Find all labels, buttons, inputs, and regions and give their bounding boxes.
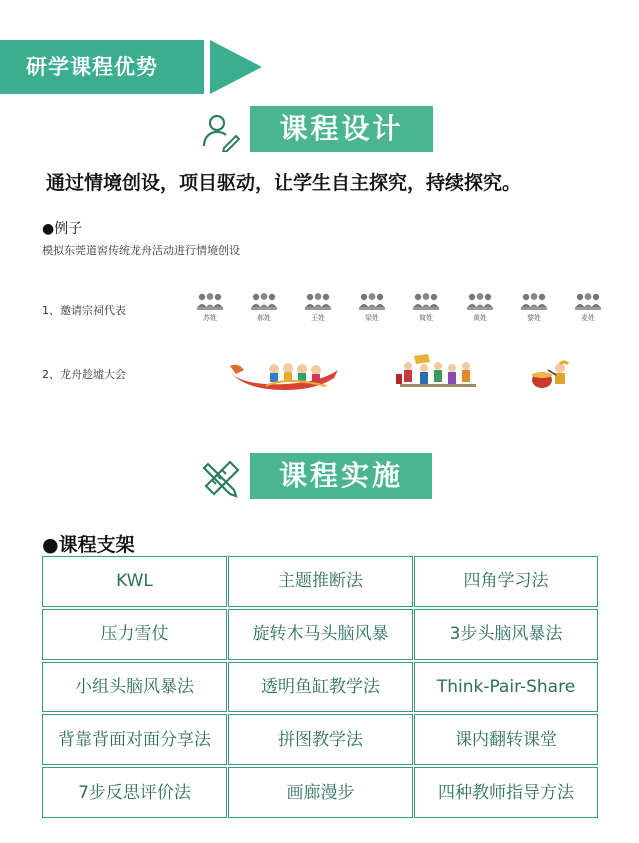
framework-cell: 四角学习法 [414, 556, 598, 607]
dragon-boat-illustration [226, 356, 344, 396]
framework-cell: KWL [42, 556, 227, 607]
group-people-icon [519, 292, 549, 312]
example-subtitle: 模拟东莞道窖传统龙舟活动进行情境创设 [42, 244, 240, 257]
clan-representative [300, 292, 336, 323]
clan-representative [570, 292, 606, 323]
clan-representative [246, 292, 282, 323]
clan-name: 简姓 [419, 314, 433, 322]
person-pencil-icon [200, 110, 242, 152]
framework-cell: 画廊漫步 [228, 767, 413, 818]
group-people-icon [411, 292, 441, 312]
clan-name: 梁姓 [365, 314, 379, 322]
clan-representative [192, 292, 228, 323]
framework-cell: 3步头脑风暴法 [414, 609, 598, 660]
clan-name: 麦姓 [581, 314, 595, 322]
clan-name: 郝姓 [257, 314, 271, 322]
framework-cell: 背靠背面对面分享法 [42, 714, 227, 765]
section-banner [0, 40, 260, 94]
clan-representative [354, 292, 390, 323]
clan-name: 黎姓 [527, 314, 541, 322]
lead-text: 通过情境创设，项目驱动，让学生自主探究，持续探究。 [46, 172, 522, 194]
clan-name: 王姓 [311, 314, 325, 322]
framework-cell: 拼图教学法 [228, 714, 413, 765]
framework-cell: 透明鱼缸教学法 [228, 662, 413, 713]
framework-cell: 课内翻转课堂 [414, 714, 598, 765]
framework-cell: 7步反思评价法 [42, 767, 227, 818]
clan-representative [408, 292, 444, 323]
framework-grid [42, 556, 599, 820]
framework-cell: 主题推断法 [228, 556, 413, 607]
ruler-pencil-icon [200, 456, 242, 498]
clan-name: 苏姓 [203, 314, 217, 322]
clan-representative [516, 292, 552, 323]
group-people-icon [573, 292, 603, 312]
framework-cell: 四种教师指导方法 [414, 767, 598, 818]
banner-arrow [210, 40, 262, 94]
group-people-icon [465, 292, 495, 312]
framework-cell: Think-Pair-Share [414, 662, 598, 713]
group-people-icon [303, 292, 333, 312]
row-label-invite: 1、邀请宗祠代表 [42, 304, 126, 317]
example-title: ●例子 [42, 221, 83, 237]
group-people-icon [249, 292, 279, 312]
group-people-icon [195, 292, 225, 312]
framework-cell: 旋转木马头脑风暴 [228, 609, 413, 660]
group-people-icon [357, 292, 387, 312]
section-title-design: 课程设计 [250, 106, 433, 152]
section-title-implementation: 课程实施 [250, 453, 432, 499]
clan-representative [462, 292, 498, 323]
framework-cell: 小组头脑风暴法 [42, 662, 227, 713]
framework-title: ●课程支架 [42, 534, 135, 556]
drummer-illustration [530, 360, 574, 394]
crowd-celebration-illustration [394, 352, 480, 396]
row-label-dragon-boat: 2、龙舟趁墟大会 [42, 368, 126, 381]
framework-cell: 压力雪仗 [42, 609, 227, 660]
clan-name: 黄姓 [473, 314, 487, 322]
banner-title: 研学课程优势 [26, 55, 158, 79]
